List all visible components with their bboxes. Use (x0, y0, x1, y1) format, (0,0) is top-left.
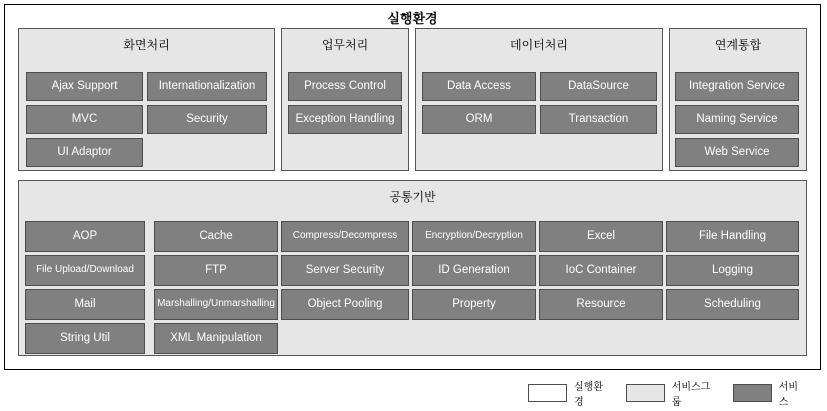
service-cell[interactable]: Web Service (675, 138, 799, 167)
group-title: 공통기반 (389, 190, 436, 204)
service-cell[interactable]: Integration Service (675, 72, 799, 101)
service-cell[interactable]: Mail (25, 289, 145, 320)
service-cell[interactable]: DataSource (540, 72, 657, 101)
service-cell[interactable]: Logging (666, 255, 799, 286)
service-cell[interactable]: Data Access (422, 72, 536, 101)
service-cell[interactable]: Marshalling/Unmarshalling (154, 289, 278, 320)
service-cell[interactable]: Object Pooling (281, 289, 409, 320)
service-cell[interactable]: ORM (422, 105, 536, 134)
legend-item (733, 378, 807, 408)
service-cell[interactable]: Compress/Decompress (281, 221, 409, 252)
service-cell[interactable]: UI Adaptor (26, 138, 143, 167)
group-title: 연계통합 (714, 38, 762, 52)
service-cell[interactable]: IoC Container (539, 255, 663, 286)
service-cell[interactable]: XML Manipulation (154, 323, 278, 354)
service-cell[interactable]: Internationalization (147, 72, 267, 101)
service-cell[interactable]: Ajax Support (26, 72, 143, 101)
service-cell[interactable]: Security (147, 105, 267, 134)
legend-item (626, 378, 719, 408)
group-title: 화면처리 (123, 38, 170, 52)
service-cell[interactable]: Exception Handling (288, 105, 402, 134)
service-cell[interactable]: Encryption/Decryption (412, 221, 536, 252)
service-cell[interactable]: Naming Service (675, 105, 799, 134)
service-cell[interactable]: Process Control (288, 72, 402, 101)
service-cell[interactable]: Property (412, 289, 536, 320)
legend-swatch (733, 384, 772, 402)
service-cell[interactable]: File Handling (666, 221, 799, 252)
service-cell[interactable]: MVC (26, 105, 143, 134)
service-cell[interactable]: Cache (154, 221, 278, 252)
legend-label: 실행환경 (574, 382, 603, 408)
legend-item (528, 378, 612, 408)
legend-swatch (528, 384, 567, 402)
service-cell[interactable]: Resource (539, 289, 663, 320)
legend-label: 서비스그룹 (671, 382, 711, 408)
group-title: 업무처리 (321, 38, 369, 52)
service-cell[interactable]: AOP (25, 221, 145, 252)
legend (528, 380, 821, 406)
service-cell[interactable]: File Upload/Download (25, 255, 145, 286)
diagram-title: 실행환경 (387, 11, 438, 26)
legend-label: 서비스 (778, 382, 799, 408)
service-cell[interactable]: Transaction (540, 105, 657, 134)
service-cell[interactable]: Scheduling (666, 289, 799, 320)
service-cell[interactable]: ID Generation (412, 255, 536, 286)
legend-swatch (626, 384, 665, 402)
service-cell[interactable]: Excel (539, 221, 663, 252)
service-cell[interactable]: Server Security (281, 255, 409, 286)
service-cell[interactable]: FTP (154, 255, 278, 286)
service-cell[interactable]: String Util (25, 323, 145, 354)
group-title: 데이터처리 (510, 38, 568, 52)
